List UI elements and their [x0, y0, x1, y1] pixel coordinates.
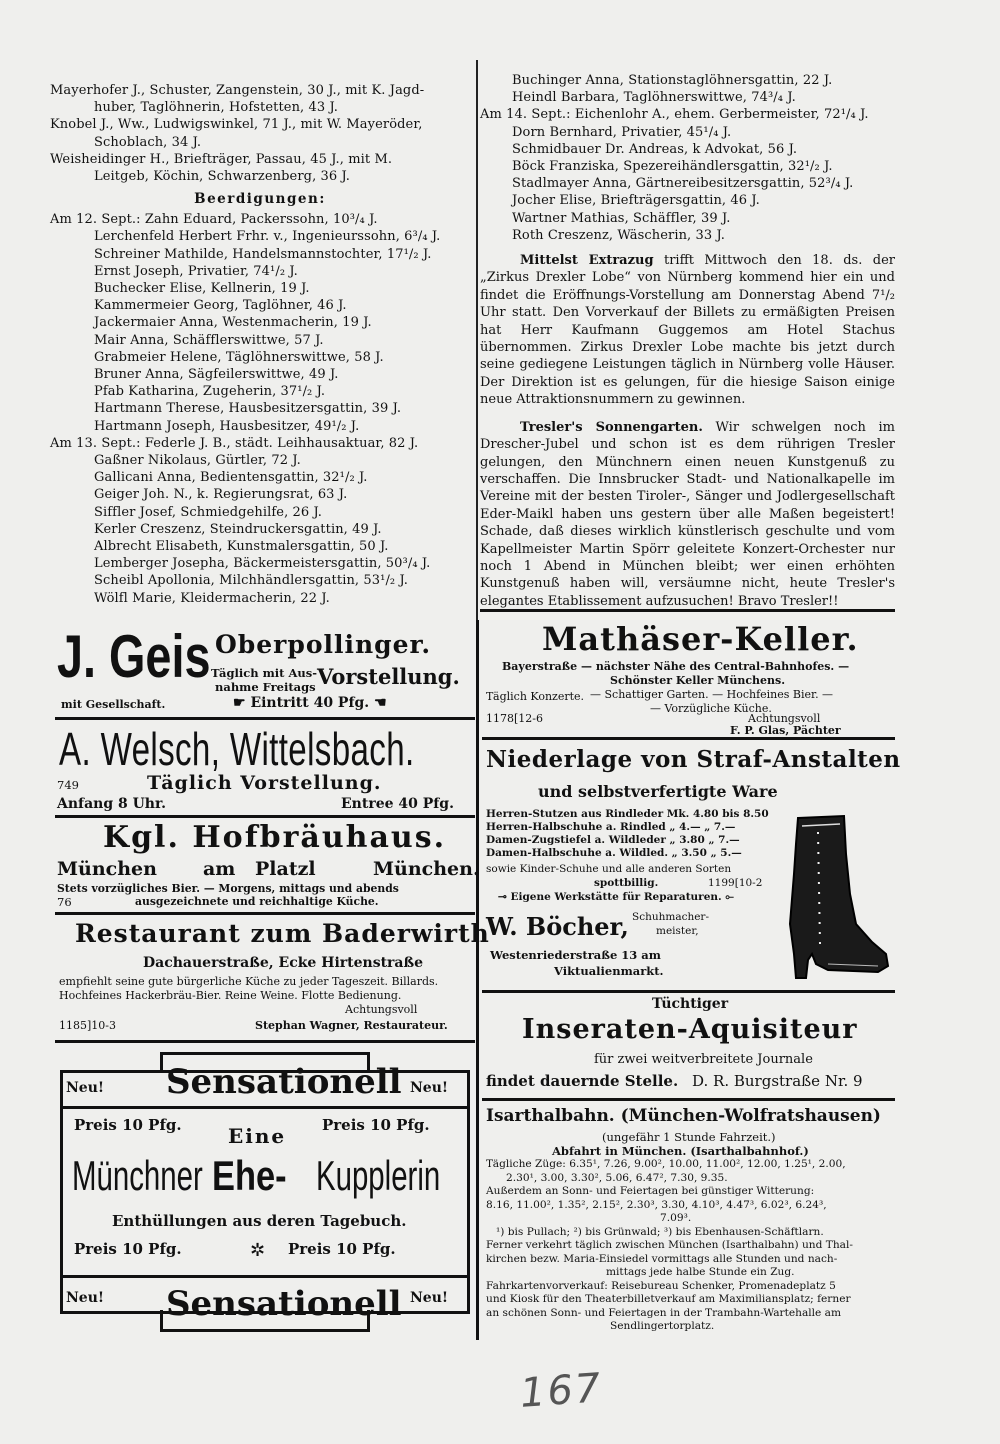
- straf-addr2: Viktualienmarkt.: [554, 964, 664, 978]
- burial-line: Scheibl Apollonia, Milchhändlersgattin, 53¹/₂ J.: [94, 573, 409, 589]
- burial-line: Böck Franziska, Spezereihändlersgattin, 32¹/₂ J.: [512, 159, 833, 175]
- burial-line: Am 14. Sept.: Eichenlohr A., ehem. Gerbermeister, 72¹/₄ J.: [480, 107, 869, 123]
- inseraten-top: Tüchtiger: [652, 996, 729, 1012]
- geis-eintritt: Eintritt 40 Pfg.: [250, 695, 370, 711]
- schedule-line: Tägliche Züge: 6.35¹, 7.26, 9.00², 10.00, 11.00², 12.00, 1.25¹, 2.00,: [486, 1158, 846, 1170]
- burials-heading: Beerdigungen:: [194, 191, 326, 208]
- ad-isartal: [482, 1104, 897, 1344]
- death-notices: [50, 82, 470, 185]
- kupplerin-title: [72, 1152, 493, 1200]
- schedule-line: mittags jede halbe Stunde ein Zug.: [606, 1266, 795, 1278]
- hofbrauhaus-am: am: [203, 858, 236, 880]
- hofbrauhaus-line1: Stets vorzügliches Bier. — Morgens, mittags und abends: [57, 882, 399, 895]
- isartal-abfahrt: Abfahrt in München. (Isarthalbahnhof.): [552, 1144, 809, 1158]
- mathaser-line3a: Täglich Konzerte.: [486, 690, 585, 703]
- burial-line: Mair Anna, Schäfflerswittwe, 57 J.: [94, 332, 324, 348]
- left-column: [50, 82, 470, 607]
- burial-line: Grabmeier Helene, Täglöhnerswittwe, 58 J.: [94, 349, 384, 365]
- notice-line: Mayerhofer J., Schuster, Zangenstein, 30 J., mit K. Jagd-: [50, 83, 425, 98]
- isartal-sub: (ungefähr 1 Stunde Fahrzeit.): [602, 1130, 776, 1144]
- burial-line: Albrecht Elisabeth, Kunstmalersgattin, 50 J.: [94, 539, 389, 555]
- notice-line: Schoblach, 34 J.: [94, 134, 202, 150]
- burial-line: Bruner Anna, Sägfeilerswittwe, 49 J.: [94, 367, 339, 383]
- notice-line: huber, Taglöhnerin, Hofstetten, 43 J.: [94, 100, 339, 116]
- right-rule: [480, 609, 895, 612]
- burial-line: Gallicani Anna, Bedientensgattin, 32¹/₂ J.: [94, 470, 368, 486]
- burials-sept13: [50, 435, 470, 607]
- kupplerin-word: Kupplerin: [316, 1152, 441, 1199]
- sensationell-bottom: Sensationell: [166, 1284, 402, 1324]
- burial-line: Hartmann Joseph, Hausbesitzer, 49¹/₂ J.: [94, 418, 360, 434]
- right-column: [480, 72, 895, 610]
- burial-line: Siffler Josef, Schmiedgehilfe, 26 J.: [94, 504, 323, 520]
- schedule-line: Sendlingertorplatz.: [610, 1320, 715, 1332]
- straf-addr1: Westenriederstraße 13 am: [490, 948, 661, 962]
- extrazug-text: trifft Mittwoch den 18. ds. der „Zirkus Drexler Lobe“ von Nürnberg kommend hier ein und findet die Eröffnungs-Vorstellung am Donnerstag Abend 7¹/₂ Uhr statt. Den Vorverkauf der Billets zu ermäßigten Preisen hat Herr Kaufmann Guggemos am Hotel Stachus übernommen. Zirkus Drexler Lobe machte bis jetzt durch seine gediegene Leistungen täglich in Nürnberg volle Häuser. Der Direktion ist es gelungen, für die hiesige Saison einige neue Attraktionsnummern zu gewinnen.: [480, 253, 896, 408]
- ad-rule: [482, 737, 895, 740]
- baderwirth-achtung: Achtungsvoll: [345, 1003, 418, 1016]
- straf-name: W. Böcher,: [486, 912, 629, 941]
- hofbrauhaus-platzl: Platzl: [255, 858, 316, 880]
- ad-rule: [482, 1098, 895, 1101]
- burial-line: Jocher Elise, Briefträgersgattin, 46 J.: [512, 193, 760, 209]
- burial-line: Heindl Barbara, Taglöhnerswittwe, 74³/₄ J.: [512, 90, 796, 106]
- price-item: Herren-Stutzen aus Rindleder Mk. 4.80 bis 8.50: [486, 808, 769, 820]
- extrazug-heading: Mittelst Extrazug: [520, 253, 654, 269]
- isartal-schedule: [486, 1158, 853, 1334]
- straf-also: sowie Kinder-Schuhe und alle anderen Sorten: [486, 863, 732, 875]
- neu-label: Neu!: [410, 1080, 449, 1096]
- ad-hofbrauhaus: [55, 820, 480, 912]
- ad-sensationell: [60, 1052, 470, 1342]
- mathaser-achtung: Achtungsvoll: [748, 712, 821, 725]
- burial-line: Wölfl Marie, Kleidermacherin, 22 J.: [94, 590, 330, 606]
- ad-geis: [55, 622, 475, 722]
- baderwirth-address: Dachauerstraße, Ecke Hirtenstraße: [143, 955, 424, 971]
- schedule-line: und Kiosk für den Theaterbilletverkauf am Maximiliansplatz; ferner: [486, 1293, 851, 1305]
- burials-continued: [480, 72, 895, 244]
- straf-title3: meister,: [656, 925, 699, 937]
- tresler-article: [480, 419, 895, 610]
- welsch-entree: Entree 40 Pfg.: [341, 796, 454, 812]
- burial-line: Schreiner Mathilde, Handelsmannstochter, 17¹/₂ J.: [94, 246, 432, 262]
- pointing-hand-icon: ☚: [369, 695, 387, 711]
- ads-divider: [476, 620, 479, 1340]
- ad-rule: [482, 990, 895, 993]
- ad-inseraten: [482, 994, 897, 1094]
- burials-sept12: [50, 211, 470, 435]
- hofbrauhaus-city-left: München: [57, 858, 157, 880]
- schedule-line: Ferner verkehrt täglich zwischen München (Isarthalbahn) und Thal-: [486, 1239, 853, 1251]
- welsch-daily: Täglich Vorstellung.: [147, 772, 382, 794]
- schedule-line: kirchen bezw. Maria-Einsiedel vormittags alle Stunden und nach-: [486, 1252, 838, 1265]
- ad-rule: [55, 815, 475, 818]
- burial-line: Am 12. Sept.: Zahn Eduard, Packerssohn, 10³/₄ J.: [50, 212, 378, 228]
- star-ornament-icon: ✲: [250, 1240, 266, 1261]
- welsch-anfang: Anfang 8 Uhr.: [57, 796, 166, 812]
- burial-line: Buchecker Elise, Kellnerin, 19 J.: [94, 281, 310, 297]
- straf-werk-row: [498, 890, 734, 904]
- column-divider: [476, 60, 478, 620]
- ad-baderwirth: [55, 915, 490, 1040]
- straf-sub: und selbstverfertigte Ware: [538, 782, 778, 801]
- burial-line: Gaßner Nikolaus, Gürtler, 72 J.: [94, 453, 301, 469]
- extrazug-article: [480, 252, 895, 409]
- inseraten-line: findet dauernde Stelle.: [486, 1072, 679, 1090]
- schedule-line: Außerdem an Sonn- und Feiertagen bei günstiger Witterung:: [486, 1185, 815, 1197]
- tresler-text: Wir schwelgen noch im Drescher-Jubel und schon ist es dem rührigen Tresler gelungen, den Münchnern einen neuen Kunstgenuß zu verschaffen. Die Innsbrucker Stadt- und Nationalkapelle im Vereine mit der besten Tiroler-, Sänger und Jodlergesellschaft Eder-Maikl haben uns gestern über alle Maßen begeistert! Schade, daß dieses wirklich künstlerisch geschulte und vom Kapellmeister Martin Spörr geleitete Konzert-Orchester nur noch 1 Abend in München bleibt; wer einen erhöhten Kunstgenuß haben will, versäumne nicht, heute Tresler's elegantes Etablissement aufzusuchen! Bravo Tresler!!: [480, 419, 895, 609]
- burial-line: Buchinger Anna, Stationstaglöhnersgattin, 22 J.: [512, 73, 833, 88]
- hofbrauhaus-title: Kgl. Hofbräuhaus.: [103, 820, 447, 855]
- ad-welsch: [55, 724, 475, 814]
- geis-line1: Täglich mit Aus-: [211, 666, 317, 680]
- baderwirth-title: Restaurant zum Baderwirth: [75, 919, 490, 948]
- burial-line: Kammermeier Georg, Taglöhner, 46 J.: [94, 298, 347, 314]
- burial-line: Am 13. Sept.: Federle J. B., städt. Leihhausaktuar, 82 J.: [50, 435, 419, 451]
- geis-eintritt-row: [233, 695, 387, 711]
- inseraten-sub: für zwei weitverbreitete Journale: [594, 1052, 813, 1067]
- tresler-heading: Tresler's Sonnengarten.: [520, 419, 703, 435]
- neu-label: Neu!: [66, 1080, 105, 1096]
- burial-line: Wartner Mathias, Schäffler, 39 J.: [512, 210, 731, 226]
- mathaser-owner: F. P. Glas, Pächter: [730, 724, 841, 737]
- preis-label: Preis 10 Pfg.: [74, 1240, 182, 1258]
- ornament-icon: ⟜: [721, 891, 734, 903]
- price-item: Herren-Halbschuhe a. Rindled „ 4.— „ 7.—: [486, 821, 736, 833]
- price-item: Damen-Halbschuhe a. Wildled. „ 3.50 „ 5.—: [486, 847, 742, 859]
- straf-code: 1199[10-2: [708, 877, 763, 889]
- burial-line: Schmidbauer Dr. Andreas, k Advokat, 56 J.: [512, 141, 798, 157]
- geis-venue: Oberpollinger.: [215, 630, 432, 659]
- burial-line: Dorn Bernhard, Privatier, 45¹/₄ J.: [512, 124, 732, 140]
- ehe-word: Ehe-: [212, 1152, 287, 1199]
- straf-price-list: [486, 808, 769, 860]
- geis-line2: nahme Freitags: [215, 680, 316, 694]
- burial-line: Lemberger Josepha, Bäckermeistersgattin, 50³/₄ J.: [94, 556, 431, 572]
- neu-label: Neu!: [410, 1290, 449, 1306]
- notice-line: Weisheidinger H., Briefträger, Passau, 45 J., mit M.: [50, 151, 393, 167]
- burial-line: Stadlmayer Anna, Gärtnereibesitzersgattin, 52³/₄ J.: [512, 176, 854, 192]
- page-number: 167: [518, 1365, 604, 1417]
- straf-werk: Eigene Werkstätte für Reparaturen.: [510, 891, 722, 903]
- mathaser-line1: Bayerstraße — nächster Nähe des Central-Bahnhofes. —: [502, 660, 850, 673]
- burial-line: Roth Creszenz, Wäscherin, 33 J.: [512, 227, 726, 243]
- baderwirth-line1: empfiehlt seine gute bürgerliche Küche zu jeder Tageszeit. Billards.: [59, 975, 439, 988]
- baderwirth-code: 1185]10-3: [59, 1019, 116, 1032]
- geis-vorstellung: Vorstellung.: [317, 664, 460, 689]
- schedule-line: 8.16, 11.00², 1.35², 2.15², 2.30³, 3.30, 4.10³, 4.47³, 6.02³, 6.24³,: [486, 1198, 827, 1211]
- munchner-word: Münchner: [72, 1152, 203, 1199]
- mathaser-line4: — Vorzügliche Küche.: [650, 702, 772, 715]
- burial-line: Lerchenfeld Herbert Frhr. v., Ingenieurssohn, 6³/₄ J.: [94, 229, 441, 245]
- straf-title: Niederlage von Straf-Anstalten: [486, 746, 901, 773]
- burial-line: Geiger Joh. N., k. Regierungsrat, 63 J.: [94, 487, 348, 503]
- mathaser-title: Mathäser-Keller.: [542, 620, 859, 658]
- hofbrauhaus-number: 76: [57, 895, 72, 909]
- hofbrauhaus-city-right: München.: [373, 858, 480, 880]
- burial-line: Hartmann Therese, Hausbesitzersgattin, 39 J.: [94, 401, 402, 417]
- ad-rule: [55, 1040, 475, 1043]
- neu-label: Neu!: [66, 1290, 105, 1306]
- schedule-line: ¹) bis Pullach; ²) bis Grünwald; ³) bis Ebenhausen-Schäftlarn.: [496, 1225, 824, 1238]
- schedule-line: an schönen Sonn- und Feiertagen in der Trambahn-Wartehalle am: [486, 1306, 842, 1319]
- ad-mathaser: [482, 618, 897, 736]
- mathaser-line2: Schönster Keller Münchens.: [610, 674, 786, 687]
- price-item: Damen-Zugstiefel a. Wildleder „ 3.80 „ 7.—: [486, 834, 740, 846]
- baderwirth-owner: Stephan Wagner, Restaurateur.: [255, 1019, 448, 1032]
- ornament-icon: ⊸: [498, 891, 511, 903]
- burial-line: Pfab Katharina, Zugeherin, 37¹/₂ J.: [94, 384, 326, 400]
- preis-label: Preis 10 Pfg.: [74, 1116, 182, 1134]
- inseraten-title: Inseraten-Aquisiteur: [522, 1014, 858, 1045]
- notice-line: Leitgeb, Köchin, Schwarzenberg, 36 J.: [94, 169, 351, 185]
- geis-name: J. Geis: [57, 623, 211, 690]
- mathaser-code: 1178[12-6: [486, 712, 543, 725]
- schedule-line: 2.30¹, 3.00, 3.30², 5.06, 6.47², 7.30, 9.35.: [506, 1171, 728, 1184]
- welsch-title: A. Welsch, Wittelsbach.: [59, 723, 415, 775]
- pointing-hand-icon: ☛: [233, 695, 251, 711]
- mathaser-line3b: — Schattiger Garten. — Hochfeines Bier. —: [590, 688, 834, 701]
- schedule-line: Fahrkartenvorverkauf: Reisebureau Schenker, Promenadeplatz 5: [486, 1279, 836, 1292]
- ad-straf: [482, 742, 901, 987]
- preis-label: Preis 10 Pfg.: [322, 1116, 430, 1134]
- burial-line: Kerler Creszenz, Steindruckersgattin, 49 J.: [94, 521, 382, 537]
- geis-sub: mit Gesellschaft.: [61, 698, 166, 711]
- hofbrauhaus-line2: ausgezeichnete und reichhaltige Küche.: [135, 895, 379, 908]
- burial-line: Ernst Joseph, Privatier, 74¹/₂ J.: [94, 263, 298, 279]
- baderwirth-line2: Hochfeines Hackerbräu-Bier. Reine Weine. Flotte Bedienung.: [59, 989, 402, 1002]
- schedule-line: 7.09³.: [660, 1212, 692, 1224]
- notice-line: Knobel J., Ww., Ludwigswinkel, 71 J., mit W. Mayeröder,: [50, 117, 423, 133]
- enthullungen: Enthüllungen aus deren Tagebuch.: [112, 1212, 407, 1230]
- preis-label: Preis 10 Pfg.: [288, 1240, 396, 1258]
- ad-rule: [55, 717, 475, 720]
- welsch-number: 749: [57, 778, 79, 792]
- boot-icon: [768, 814, 892, 982]
- straf-title2: Schuhmacher-: [632, 911, 710, 923]
- straf-billig: spottbillig.: [594, 877, 659, 889]
- inseraten-address: D. R. Burgstraße Nr. 9: [692, 1072, 863, 1090]
- sensationell-top: Sensationell: [166, 1062, 402, 1102]
- isartal-title: Isarthalbahn. (München-Wolfratshausen): [486, 1106, 881, 1126]
- eine-label: Eine: [228, 1124, 287, 1148]
- burial-line: Jackermaier Anna, Westenmacherin, 19 J.: [94, 315, 372, 331]
